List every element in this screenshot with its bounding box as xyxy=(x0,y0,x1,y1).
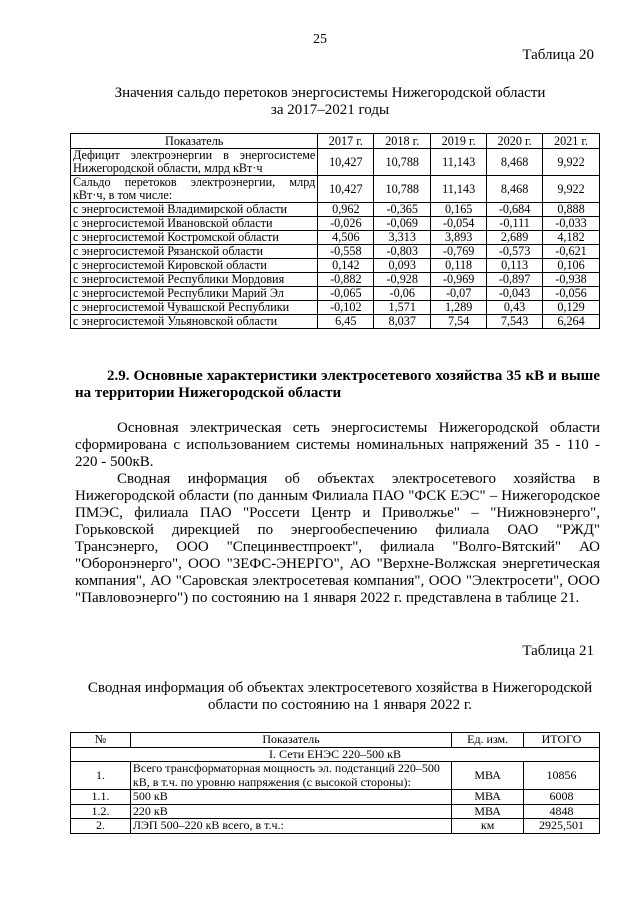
table-cell: -0,069 xyxy=(374,217,431,231)
table20-header-2019: 2019 г. xyxy=(431,134,487,149)
table-cell: -0,102 xyxy=(318,301,374,315)
table-cell: -0,065 xyxy=(318,287,374,301)
table-cell: 7,543 xyxy=(487,315,543,329)
table21-caption-line1: Сводная информация об объектах электросетевого хозяйства в Нижегородской xyxy=(87,680,593,696)
table-row xyxy=(71,217,600,231)
table20-caption xyxy=(70,85,590,119)
group-heading: I. Сети ЕНЭС 220–500 кВ xyxy=(71,747,600,762)
table-cell: 8,468 xyxy=(487,149,543,176)
table21-header-total: ИТОГО xyxy=(524,733,600,748)
table-cell: 8,037 xyxy=(374,315,431,329)
table-cell: 6008 xyxy=(524,790,600,805)
table-cell: 0,142 xyxy=(318,259,374,273)
table-cell: с энергосистемой Чувашской Республики xyxy=(71,301,318,315)
table20-caption-line1: Значения сальдо перетоков энергосистемы Нижегородской области xyxy=(114,85,546,101)
table-cell: 1,289 xyxy=(431,301,487,315)
table-cell: -0,026 xyxy=(318,217,374,231)
table-row xyxy=(71,259,600,273)
table-cell: 4,182 xyxy=(543,231,600,245)
table-cell: 6,45 xyxy=(318,315,374,329)
table21-header-row xyxy=(71,733,600,748)
table-cell: -0,033 xyxy=(543,217,600,231)
table20-header-2020: 2020 г. xyxy=(487,134,543,149)
table-row xyxy=(71,804,600,819)
table-cell: Сальдо перетоков электроэнергии, млрд кВт·ч, в том числе: xyxy=(71,176,318,203)
table-cell: -0,882 xyxy=(318,273,374,287)
paragraph: Основная электрическая сеть энергосистемы Нижегородской области сформирована с использованием системы номинальных напряжений 35 - 110 - 220 - 500кВ. xyxy=(75,420,600,470)
table-row xyxy=(71,149,600,176)
table-cell: 4848 xyxy=(524,804,600,819)
table20-header-indicator: Показатель xyxy=(71,134,318,149)
table-cell: с энергосистемой Владимирской области xyxy=(71,203,318,217)
table-cell: -0,558 xyxy=(318,245,374,259)
table-cell: с энергосистемой Рязанской области xyxy=(71,245,318,259)
table-cell: Всего трансформаторная мощность эл. подстанций 220–500 кВ, в т.ч. по уровню напряжения (с высокой стороны): xyxy=(130,762,451,790)
table21 xyxy=(70,732,600,834)
table-cell: 11,143 xyxy=(431,149,487,176)
table-cell: -0,803 xyxy=(374,245,431,259)
table20-header-2018: 2018 г. xyxy=(374,134,431,149)
table-row xyxy=(71,819,600,834)
table-cell: 9,922 xyxy=(543,176,600,203)
table-row xyxy=(71,245,600,259)
body-text xyxy=(75,420,600,607)
table-cell: 7,54 xyxy=(431,315,487,329)
table20-label: Таблица 20 xyxy=(522,47,594,63)
table-cell: 0,093 xyxy=(374,259,431,273)
table-cell: -0,054 xyxy=(431,217,487,231)
table-cell: 220 кВ xyxy=(130,804,451,819)
table-cell: -0,07 xyxy=(431,287,487,301)
table20-header-row xyxy=(71,134,600,149)
table-cell: 4,506 xyxy=(318,231,374,245)
table-cell: -0,897 xyxy=(487,273,543,287)
table-row xyxy=(71,301,600,315)
table-cell: 9,922 xyxy=(543,149,600,176)
table-cell: 3,313 xyxy=(374,231,431,245)
table-row xyxy=(71,203,600,217)
table-cell: 0,43 xyxy=(487,301,543,315)
table-cell: 0,106 xyxy=(543,259,600,273)
table21-caption-line2: области по состоянию на 1 января 2022 г. xyxy=(207,697,473,713)
table-cell: 10856 xyxy=(524,762,600,790)
table-row xyxy=(71,287,600,301)
table21-group-row xyxy=(71,747,600,762)
table21-header-indicator: Показатель xyxy=(130,733,451,748)
table-cell: 2925,501 xyxy=(524,819,600,834)
table21-label: Таблица 21 xyxy=(522,643,594,659)
table21-header-unit: Ед. изм. xyxy=(452,733,524,748)
table-row xyxy=(71,315,600,329)
table-cell: 11,143 xyxy=(431,176,487,203)
table-cell: -0,573 xyxy=(487,245,543,259)
table-row xyxy=(71,176,600,203)
table-cell: 10,427 xyxy=(318,176,374,203)
table-cell: 2,689 xyxy=(487,231,543,245)
table-cell: 500 кВ xyxy=(130,790,451,805)
table-cell: 0,888 xyxy=(543,203,600,217)
table-cell: с энергосистемой Ивановской области xyxy=(71,217,318,231)
table-cell: -0,969 xyxy=(431,273,487,287)
table-row xyxy=(71,273,600,287)
table-cell: МВА xyxy=(452,762,524,790)
page-number: 25 xyxy=(313,32,327,47)
table-cell: 1.2. xyxy=(71,804,131,819)
table-cell: с энергосистемой Республики Марий Эл xyxy=(71,287,318,301)
table-cell: с энергосистемой Кировской области xyxy=(71,259,318,273)
paragraph: Сводная информация об объектах электросетевого хозяйства в Нижегородской области (по данным Филиала ПАО "ФСК ЕЭС" – Нижегородское ПМЭС, филиала ПАО "Россети Центр и Приволжье" – "Нижновэнерго", Горьковской дирекцией по энергообеспечению филиала ОАО "РЖД" Трансэнерго, ООО "Специнвестпроект", филиала "Волго-Вятский" АО "Оборонэнерго", ООО "ЗЕФС-ЭНЕРГО", АО "Верхне-Волжская энергетическая компания", АО "Саровская электросетевая компания", ООО "Электросети", ООО "Павловоэнерго") по состоянию на 1 января 2022 г. представлена в таблице 21. xyxy=(75,471,600,606)
table-cell: 0,113 xyxy=(487,259,543,273)
table21-header-number: № xyxy=(71,733,131,748)
table-cell: -0,769 xyxy=(431,245,487,259)
table-cell: -0,365 xyxy=(374,203,431,217)
table-cell: ЛЭП 500–220 кВ всего, в т.ч.: xyxy=(130,819,451,834)
table20-header-2021: 2021 г. xyxy=(543,134,600,149)
table-cell: -0,621 xyxy=(543,245,600,259)
table-cell: 1.1. xyxy=(71,790,131,805)
table-cell: -0,938 xyxy=(543,273,600,287)
table-cell: 10,788 xyxy=(374,149,431,176)
table-row xyxy=(71,790,600,805)
table-cell: 1. xyxy=(71,762,131,790)
section-heading: 2.9. Основные характеристики электросетевого хозяйства 35 кВ и выше на территории Нижегородской области xyxy=(75,368,600,401)
table-cell: 6,264 xyxy=(543,315,600,329)
table-cell: 0,118 xyxy=(431,259,487,273)
table-cell: 0,962 xyxy=(318,203,374,217)
table-cell: 1,571 xyxy=(374,301,431,315)
table20-header-2017: 2017 г. xyxy=(318,134,374,149)
table20-caption-line2: за 2017–2021 годы xyxy=(270,102,390,118)
table-cell: 0,165 xyxy=(431,203,487,217)
table-row xyxy=(71,231,600,245)
table-cell: -0,056 xyxy=(543,287,600,301)
table-cell: с энергосистемой Костромской области xyxy=(71,231,318,245)
table20 xyxy=(70,133,600,329)
table-cell: МВА xyxy=(452,804,524,819)
table-cell: 8,468 xyxy=(487,176,543,203)
table-cell: 0,129 xyxy=(543,301,600,315)
table-cell: 10,427 xyxy=(318,149,374,176)
table-cell: Дефицит электроэнергии в энергосистеме Нижегородской области, млрд кВт·ч xyxy=(71,149,318,176)
table-cell: -0,06 xyxy=(374,287,431,301)
table21-caption xyxy=(70,680,610,714)
table-cell: -0,111 xyxy=(487,217,543,231)
table-cell: -0,928 xyxy=(374,273,431,287)
table-cell: -0,684 xyxy=(487,203,543,217)
table-cell: 10,788 xyxy=(374,176,431,203)
table-cell: км xyxy=(452,819,524,834)
table-row xyxy=(71,762,600,790)
table-cell: 2. xyxy=(71,819,131,834)
table-cell: с энергосистемой Ульяновской области xyxy=(71,315,318,329)
table-cell: 3,893 xyxy=(431,231,487,245)
table-cell: с энергосистемой Республики Мордовия xyxy=(71,273,318,287)
table-cell: МВА xyxy=(452,790,524,805)
table-cell: -0,043 xyxy=(487,287,543,301)
